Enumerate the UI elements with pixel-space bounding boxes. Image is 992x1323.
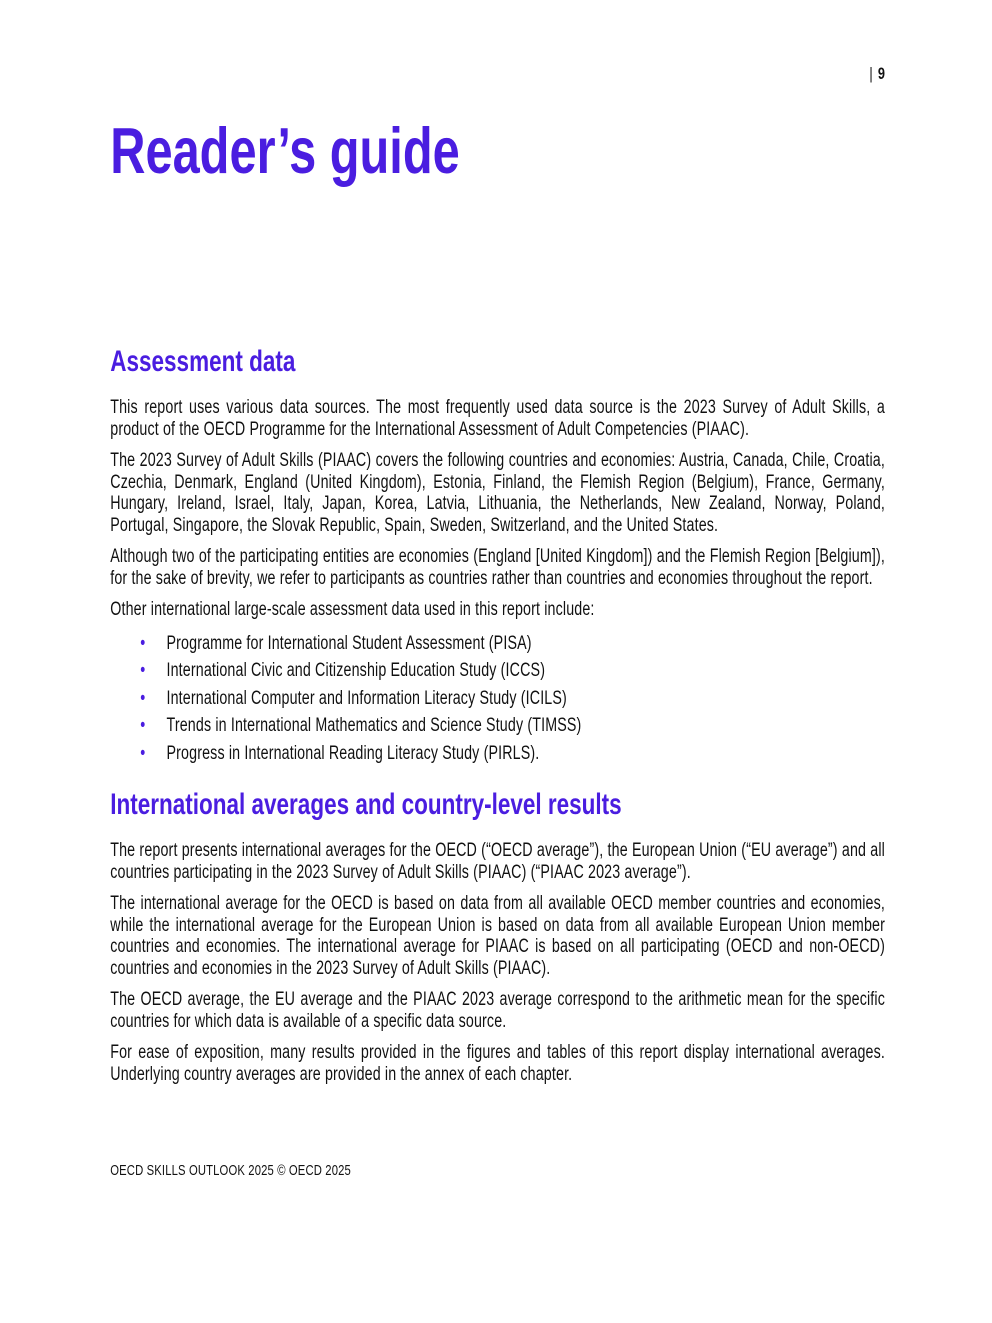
- paragraph-ease-of-exposition: For ease of exposition, many results provided in the figures and tables of this report display international averages. Underlying country averages are provided in the annex of each chapter.: [110, 1042, 885, 1085]
- paragraph-other-assessments-intro: Other international large-scale assessment data used in this report include:: [110, 599, 595, 620]
- chapter-title: Reader’s guide: [110, 114, 460, 187]
- list-item-label: Trends in International Mathematics and Science Study (TIMSS): [166, 715, 582, 736]
- paragraph-data-sources: This report uses various data sources. The most frequently used data source is the 2023 Survey of Adult Skills, a product of the OECD Programme for the International Assessment of Adult Competencies (PIAAC).: [110, 397, 885, 440]
- list-item: [110, 743, 885, 765]
- paragraph-average-basis: The international average for the OECD is based on data from all available OECD member countries and economies, while the international average for the European Union is based on data from all available European Union member countries and economies. The international average for PIAAC is based on all participating (OECD and non-OECD) countries and economies in the 2023 Survey of Adult Skills (PIAAC).: [110, 893, 885, 979]
- paragraph-economies-note: Although two of the participating entities are economies (England [United Kingdom]) and the Flemish Region [Belgium]), for the sake of brevity, we refer to participants as countries rather than countries and economies throughout the report.: [110, 546, 885, 589]
- bullet-icon: •: [140, 632, 146, 654]
- page-header: [110, 0, 885, 84]
- bullet-icon: •: [140, 687, 146, 709]
- list-item-label: International Computer and Information Literacy Study (ICILS): [166, 687, 567, 709]
- page-number: 9: [877, 64, 885, 83]
- list-item: [110, 633, 885, 655]
- assessment-sources-list: [110, 633, 885, 765]
- bullet-icon: •: [140, 715, 146, 736]
- paragraph-piaac-countries: The 2023 Survey of Adult Skills (PIAAC) covers the following countries and economies: Austria, Canada, Chile, Croatia, Czechia, Denmark, England (United Kingdom), Estonia, Finland, the Flemish Region (Belgium), France, Germany, Hungary, Ireland, Israel, Italy, Japan, Korea, Latvia, Lithuania, the Netherlands, New Zealand, Norway, Poland, Portugal, Singapore, the Slovak Republic, Spain, Sweden, Switzerland, and the United States.: [110, 450, 885, 536]
- paragraph-averages-presented: The report presents international averages for the OECD (“OECD average”), the European Union (“EU average”) and all countries participating in the 2023 Survey of Adult Skills (PIAAC) (“PIAAC 2023 average”).: [110, 840, 885, 883]
- list-item-label: Progress in International Reading Literacy Study (PIRLS).: [166, 742, 540, 764]
- paragraph-arithmetic-mean: The OECD average, the EU average and the PIAAC 2023 average correspond to the arithmetic mean for the specific countries for which data is available of a specific data source.: [110, 989, 885, 1032]
- page-footer: OECD SKILLS OUTLOOK 2025 © OECD 2025: [110, 1162, 351, 1179]
- list-item: [110, 688, 885, 710]
- list-item: [110, 660, 885, 682]
- bullet-icon: •: [140, 742, 146, 764]
- list-item: [110, 715, 885, 737]
- section-heading-assessment-data: Assessment data: [110, 345, 296, 378]
- bullet-icon: •: [140, 660, 146, 681]
- section-heading-international-averages: International averages and country-level results: [110, 788, 622, 821]
- list-item-label: Programme for International Student Assessment (PISA): [166, 632, 532, 654]
- list-item-label: International Civic and Citizenship Education Study (ICCS): [166, 660, 546, 681]
- page-number-separator: |: [869, 64, 873, 83]
